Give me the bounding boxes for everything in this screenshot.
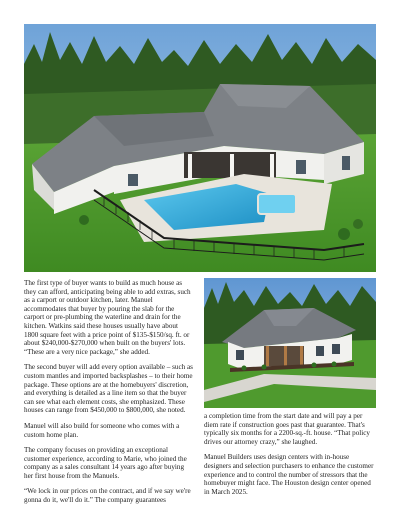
article-paragraph: “We lock in our prices on the contract, and if we say we're gonna do it, we'll do it.” The company guarantees bbox=[24, 487, 191, 505]
house-front-illustration bbox=[204, 278, 376, 408]
aerial-house-pool-photo bbox=[24, 24, 376, 272]
article-paragraph: Manuel Builders uses design centers with in-house designers and selection purchasers to enhance the customer experience and to control the number of stressors that the homebuyer might face. The Houston design center opened in March 2025. bbox=[204, 453, 374, 496]
article-paragraph: a completion time from the start date and will pay a per diem rate if construction goes past that guarantee. That's typically six months for a 2200-sq.-ft. house. “That policy drives our attorney crazy,” she laughed. bbox=[204, 412, 370, 446]
article-paragraph: The second buyer will add every option available – such as custom mantles and imported backsplashes – to their home package. These options are at the homebuyers' discretion, and everything is detailed as a line item so that the buyer can see what each element costs, she emphasized. These houses can range from $450,000 to $800,000, she noted. bbox=[24, 363, 193, 415]
article-paragraph: The first type of buyer wants to build as much house as they can afford, anticipating being able to add extras, such as a carport or outdoor kitchen, later. Manuel accommodates that buyer by pouring the slab for the carport or pre-plumbing the waterline and drain for the kitchen. Watkins said these houses usually have about 1800 square feet with a price point of $135-$150/sq. ft. or about $240,000-$270,000 when built on the buyers' lots. “These are a very nice package,” she added. bbox=[24, 279, 191, 356]
article-right-column bbox=[204, 412, 376, 503]
article-paragraph: The company focuses on providing an exceptional customer experience, according to Marie, who joined the company as a sales consultant 14 years ago after buying her first house from the Manuels. bbox=[24, 446, 187, 480]
house-front-photo bbox=[204, 278, 376, 408]
article-left-column bbox=[24, 279, 194, 512]
article-paragraph: Manuel will also build for someone who comes with a custom home plan. bbox=[24, 421, 180, 439]
aerial-house-pool-illustration bbox=[24, 24, 376, 272]
